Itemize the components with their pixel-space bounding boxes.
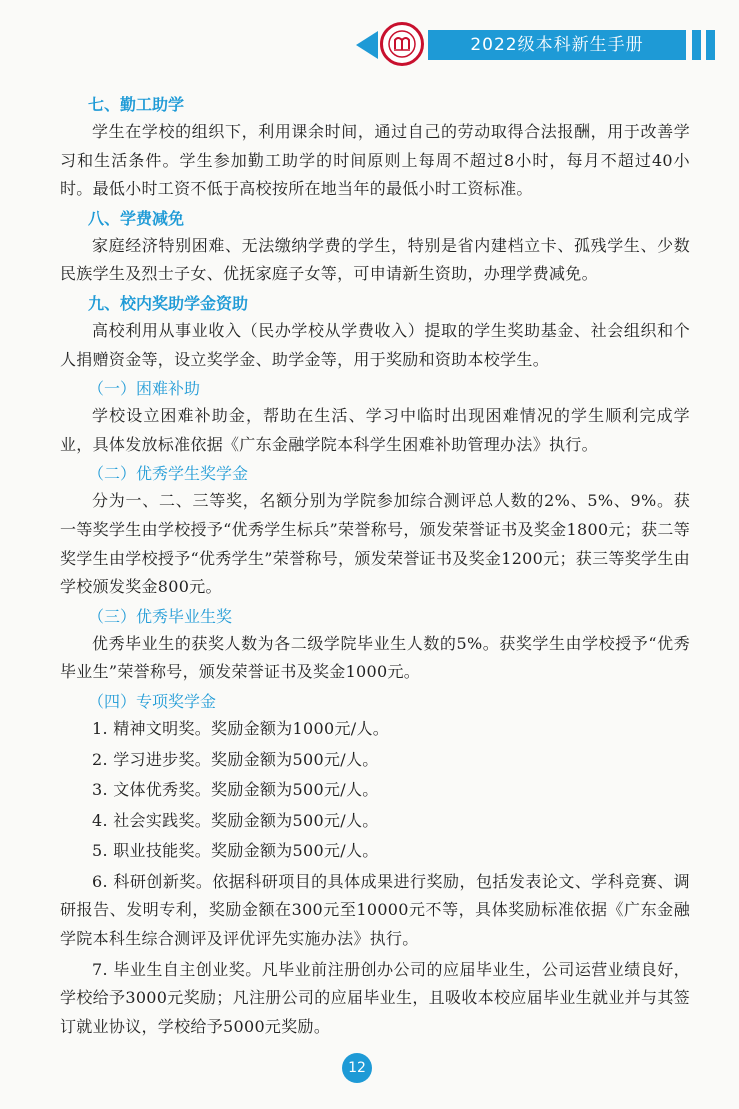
paragraph: 2. 学习进步奖。奖励金额为500元/人。 [92, 749, 379, 769]
paragraph: 学生在学校的组织下，利用课余时间，通过自己的劳动取得合法报酬，用于改善学习和生活条件。学生参加勤工助学的时间原则上每周不超过8小时，每月不超过40小时。最低小时工资不低于高校按所在地当年的最低小时工资标准。 [60, 122, 690, 199]
paragraph: 6. 科研创新奖。依据科研项目的具体成果进行奖励，包括发表论文、学科竞赛、调研报告、发明专利，奖励金额在300元至10000元不等，具体奖励标准依据《广东金融学院本科生综合测评及评优评先实施办法》执行。 [60, 871, 690, 949]
subsection-heading: （二）优秀学生奖学金 [88, 464, 249, 484]
paragraph: 4. 社会实践奖。奖励金额为500元/人。 [92, 810, 379, 830]
header-stripe [692, 30, 701, 60]
section-heading: 八、学费减免 [88, 208, 185, 228]
paragraph: 高校利用从事业收入（民办学校从学费收入）提取的学生奖助基金、社会组织和个人捐赠资金等，设立奖学金、助学金等，用于奖励和资助本校学生。 [60, 320, 690, 369]
paragraph: 学校设立困难补助金，帮助在生活、学习中临时出现困难情况的学生顺利完成学业，具体发放标准依据《广东金融学院本科学生困难补助管理办法》执行。 [60, 406, 690, 454]
subsection-heading: （一）困难补助 [88, 379, 201, 399]
page-number: 12 [342, 1053, 372, 1083]
page-header [0, 28, 739, 64]
page-content [60, 92, 690, 1043]
subsection-heading: （四）专项奖学金 [88, 691, 217, 711]
header-stripe [706, 30, 715, 60]
subsection-heading: （三）优秀毕业生奖 [88, 606, 233, 626]
paragraph: 家庭经济特别困难、无法缴纳学费的学生，特别是省内建档立卡、孤残学生、少数民族学生及烈士子女、优抚家庭子女等，可申请新生资助，办理学费减免。 [60, 235, 690, 284]
section-heading: 九、校内奖助学金资助 [88, 293, 249, 313]
paragraph: 1. 精神文明奖。奖励金额为1000元/人。 [92, 718, 390, 738]
paragraph: 3. 文体优秀奖。奖励金额为500元/人。 [92, 780, 379, 800]
handbook-title: 2022级本科新生手册 [428, 30, 686, 60]
paragraph: 7. 毕业生自主创业奖。凡毕业前注册创办公司的应届毕业生，公司运营业绩良好，学校给予3000元奖励；凡注册公司的应届毕业生，且吸收本校应届毕业生就业并与其签订就业协议，学校给予5000元奖励。 [60, 959, 690, 1036]
paragraph: 分为一、二、三等奖，名额分别为学院参加综合测评总人数的2%、5%、9%。获一等奖学生由学校授予“优秀学生标兵”荣誉称号，颁发荣誉证书及奖金1800元；获二等奖学生由学校授予“优秀学生”荣誉称号，颁发荣誉证书及奖金1200元；获三等奖学生由学校颁发奖金800元。 [60, 491, 690, 597]
paragraph: 5. 职业技能奖。奖励金额为500元/人。 [92, 841, 379, 861]
section-heading: 七、勤工助学 [88, 95, 185, 114]
paragraph: 优秀毕业生的获奖人数为各二级学院毕业生人数的5%。获奖学生由学校授予“优秀毕业生”荣誉称号，颁发荣誉证书及奖金1000元。 [60, 633, 690, 682]
university-logo-icon [380, 22, 424, 66]
arrow-icon [356, 31, 378, 59]
